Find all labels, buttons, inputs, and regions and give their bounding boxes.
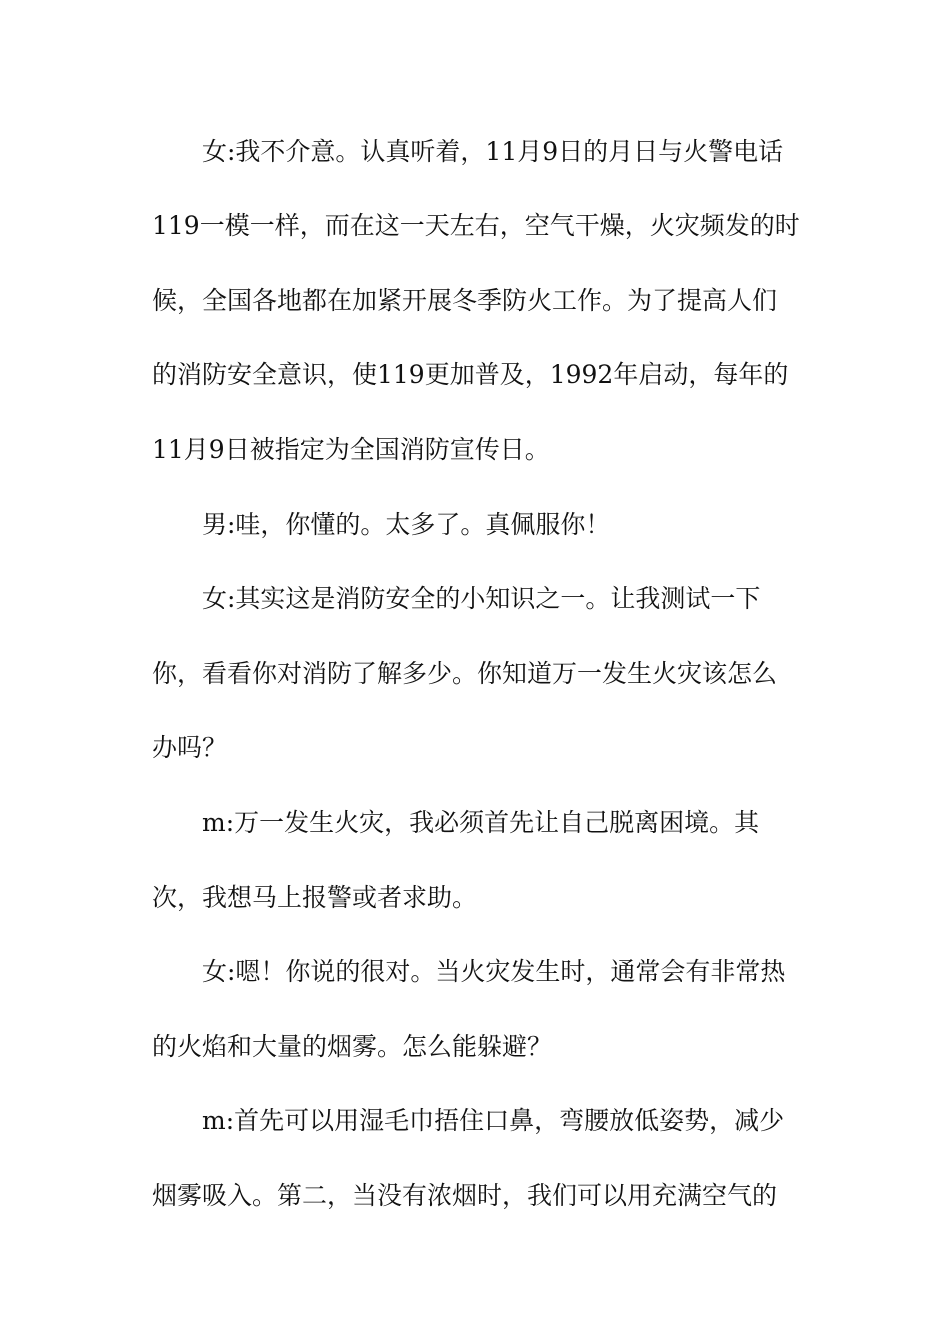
text-line: 女:其实这是消防安全的小知识之一。让我测试一下 xyxy=(202,584,761,613)
text-line: 的消防安全意识，使119更加普及，1992年启动，每年的 xyxy=(152,360,789,389)
text-line: 候，全国各地都在加紧开展冬季防火工作。为了提高人们 xyxy=(152,286,778,315)
text-line: 次，我想马上报警或者求助。 xyxy=(152,883,478,912)
text-line: 办吗？ xyxy=(152,733,228,762)
text-line: 119一模一样，而在这一天左右，空气干燥，火灾频发的时 xyxy=(152,211,800,240)
text-line: 你，看看你对消防了解多少。你知道万一发生火灾该怎么 xyxy=(152,659,778,688)
text-line: 11月9日被指定为全国消防宣传日。 xyxy=(152,435,550,464)
text-line: 女:嗯！你说的很对。当火灾发生时，通常会有非常热 xyxy=(202,957,786,986)
text-line: 男:哇，你懂的。太多了。真佩服你！ xyxy=(202,510,611,539)
text-line: m:万一发生火灾，我必须首先让自己脱离困境。其 xyxy=(202,808,760,837)
text-line: 的火焰和大量的烟雾。怎么能躲避？ xyxy=(152,1032,553,1061)
text-line: 女:我不介意。认真听着，11月9日的月日与火警电话 xyxy=(202,137,784,166)
text-line: 烟雾吸入。第二，当没有浓烟时，我们可以用充满空气的 xyxy=(152,1181,778,1210)
text-line: m:首先可以用湿毛巾捂住口鼻，弯腰放低姿势，减少 xyxy=(202,1106,785,1135)
